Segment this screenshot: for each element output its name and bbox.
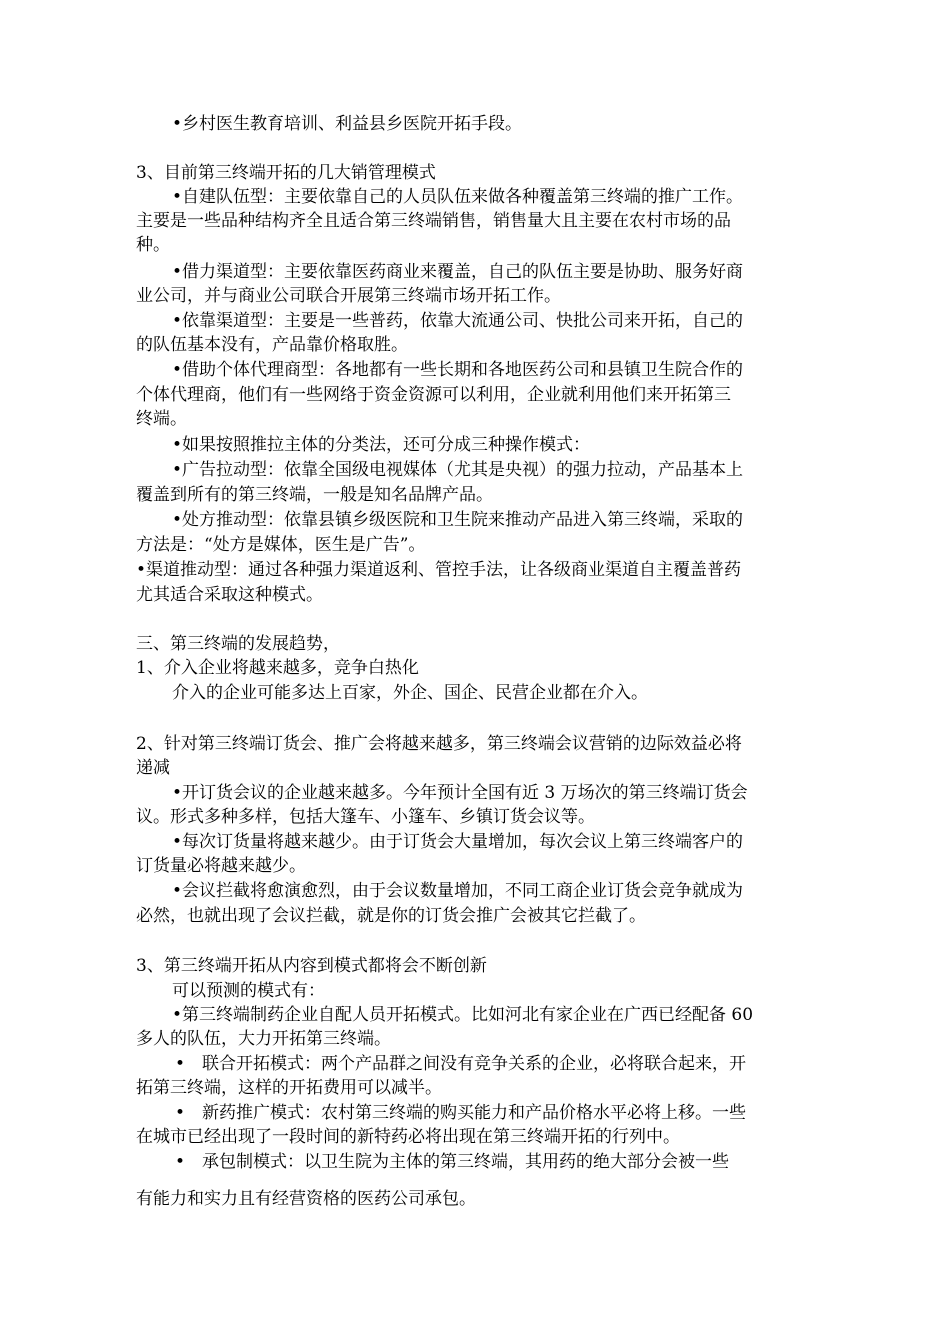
text-line: 有能力和实力且有经营资格的医药公司承包。	[136, 1189, 476, 1209]
text-line: 在城市已经出现了一段时间的新特药必将出现在第三终端开拓的行列中。	[136, 1127, 680, 1147]
text-line: 议。形式多种多样，包括大篷车、小篷车、乡镇订货会议等。	[136, 807, 595, 827]
section-heading: 三、第三终端的发展趋势，	[136, 634, 340, 654]
text-line: •每次订货量将越来越少。由于订货会大量增加，每次会议上第三终端客户的	[172, 832, 744, 852]
text-line: 拓第三终端，这样的开拓费用可以减半。	[136, 1078, 442, 1098]
text-line: 方法是：“处方是媒体，医生是广告”。	[136, 535, 426, 555]
text-line: 订货量必将越来越少。	[136, 856, 306, 876]
text-line: •自建队伍型：主要依靠自己的人员队伍来做各种覆盖第三终端的推广工作。	[172, 187, 744, 207]
text-line: 介入的企业可能多达上百家，外企、国企、民营企业都在介入。	[172, 683, 648, 703]
text-line: 尤其适合采取这种模式。	[136, 585, 323, 605]
text-line: 业公司，并与商业公司联合开展第三终端市场开拓工作。	[136, 286, 561, 306]
text-line: 终端。	[136, 409, 187, 429]
text-line: 覆盖到所有的第三终端，一般是知名品牌产品。	[136, 485, 493, 505]
text-line: •如果按照推拉主体的分类法，还可分成三种操作模式：	[172, 435, 591, 455]
text-line: •借助个体代理商型：各地都有一些长期和各地医药公司和县镇卫生院合作的	[172, 360, 744, 380]
text-line: •乡村医生教育培训、利益县乡医院开拓手段。	[172, 114, 523, 134]
text-line: •第三终端制药企业自配人员开拓模式。比如河北有家企业在广西已经配备 60	[172, 1005, 754, 1025]
section-heading: 2、针对第三终端订货会、推广会将越来越多，第三终端会议营销的边际效益必将	[136, 734, 742, 754]
text-line: •借力渠道型：主要依靠医药商业来覆盖，自己的队伍主要是协助、服务好商	[172, 262, 744, 282]
text-line: •广告拉动型：依靠全国级电视媒体（尤其是央视）的强力拉动，产品基本上	[172, 460, 744, 480]
text-line: 种。	[136, 235, 170, 255]
text-line: • 承包制模式：以卫生院为主体的第三终端，其用药的绝大部分会被一些	[175, 1152, 730, 1172]
section-heading: 3、目前第三终端开拓的几大销管理模式	[136, 163, 436, 183]
text-line: • 联合开拓模式：两个产品群之间没有竞争关系的企业，必将联合起来，开	[175, 1054, 747, 1074]
text-line: •会议拦截将愈演愈烈，由于会议数量增加，不同工商企业订货会竞争就成为	[172, 881, 744, 901]
text-line: •开订货会议的企业越来越多。今年预计全国有近 3 万场次的第三终端订货会	[172, 783, 748, 803]
text-line: 的队伍基本没有，产品靠价格取胜。	[136, 335, 408, 355]
text-line: 个体代理商，他们有一些网络于资金资源可以利用，企业就利用他们来开拓第三	[136, 385, 731, 405]
text-line: 主要是一些品种结构齐全且适合第三终端销售，销售量大且主要在农村市场的品	[136, 211, 731, 231]
section-heading: 3、第三终端开拓从内容到模式都将会不断创新	[136, 956, 487, 976]
text-line: •渠道推动型：通过各种强力渠道返利、管控手法，让各级商业渠道自主覆盖普药	[136, 560, 742, 580]
text-line: 多人的队伍，大力开拓第三终端。	[136, 1029, 391, 1049]
text-line: 必然，也就出现了会议拦截，就是你的订货会推广会被其它拦截了。	[136, 906, 646, 926]
text-line: 递减	[136, 758, 170, 778]
text-line: • 新药推广模式：农村第三终端的购买能力和产品价格水平必将上移。一些	[175, 1103, 747, 1123]
text-line: •处方推动型：依靠县镇乡级医院和卫生院来推动产品进入第三终端，采取的	[172, 510, 744, 530]
text-line: •依靠渠道型：主要是一些普药，依靠大流通公司、快批公司来开拓，自己的	[172, 311, 744, 331]
text-line: 可以预测的模式有：	[172, 981, 325, 1001]
section-heading: 1、介入企业将越来越多，竞争白热化	[136, 658, 419, 678]
